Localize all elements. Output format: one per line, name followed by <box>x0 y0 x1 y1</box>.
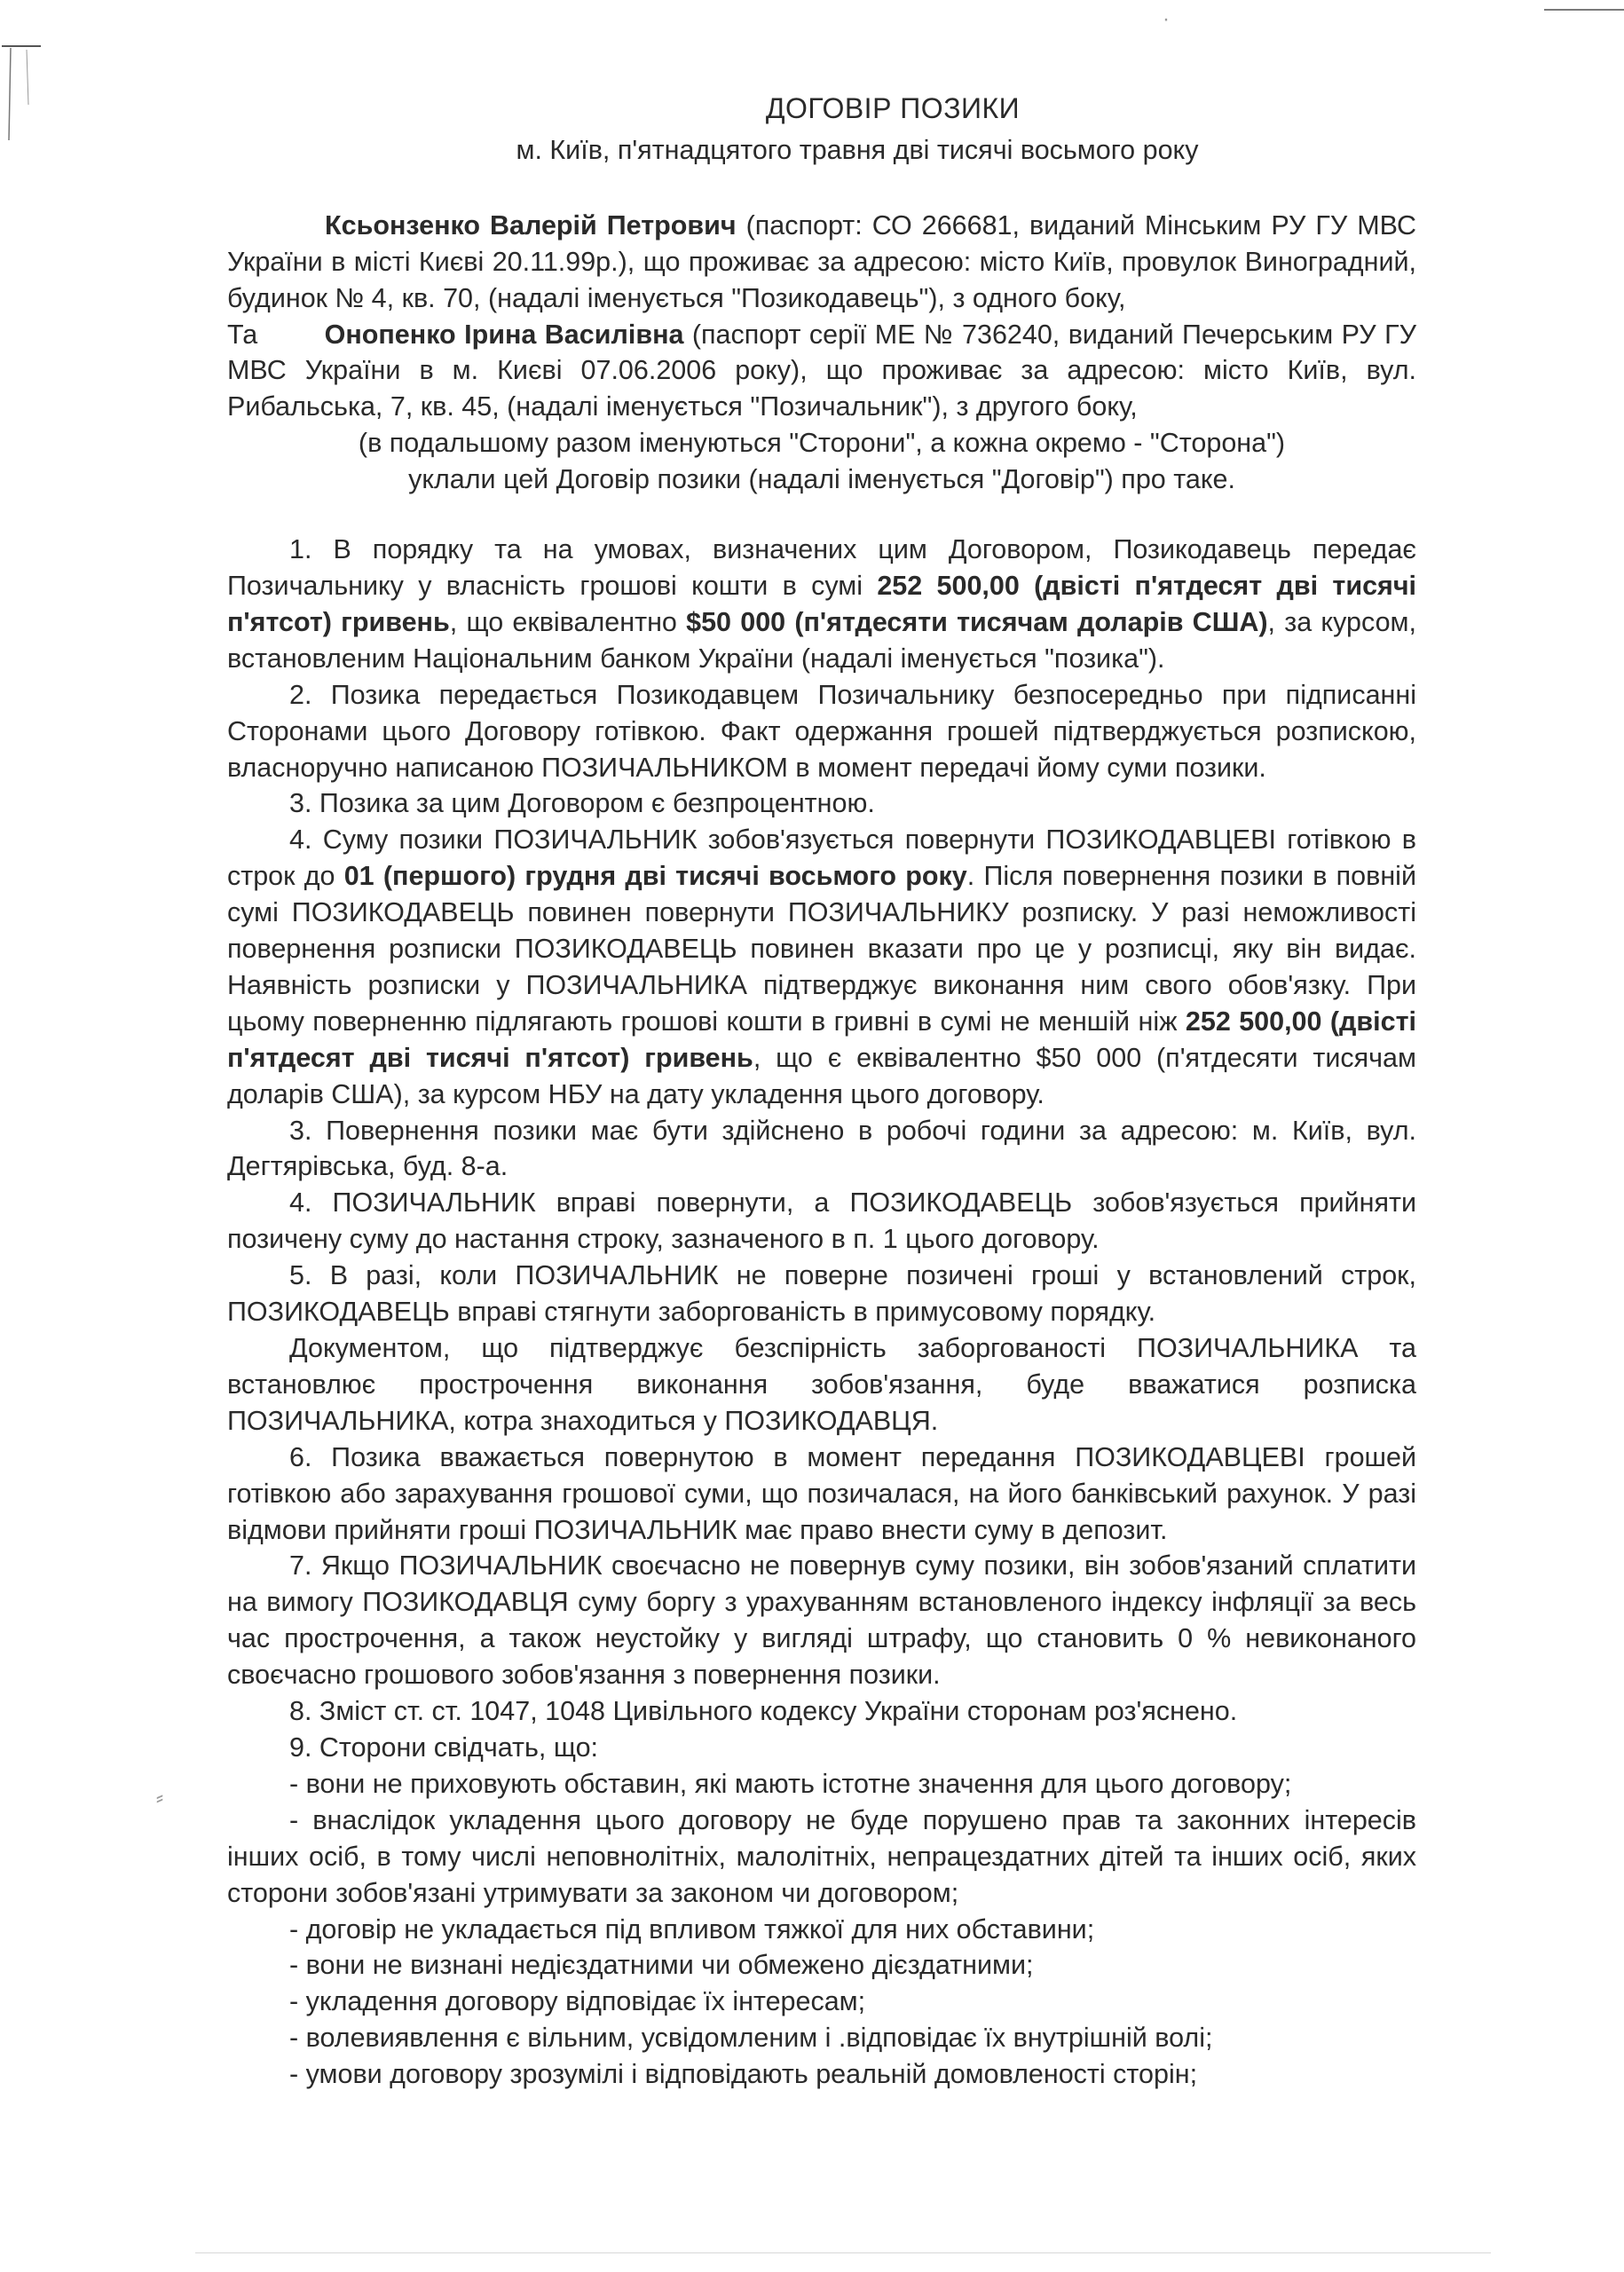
clause-2: 2. Позика передається Позикодавцем Позичальнику безпосередньо при підписанні Сторонами цього Договору готівкою. Факт одержання грошей підтверджується розпискою, власноручно написаною ПОЗИЧАЛЬНИКОМ в момент передачі йому суми позики. <box>227 679 1416 783</box>
list-item: - укладення договору відповідає їх інтересам; <box>289 1986 866 2017</box>
clause-1-usd: $50 000 (п'ятдесяти тисячам доларів США) <box>686 606 1268 637</box>
clause-1-text: 1. В порядку та на умовах, визначених цим Договором, Позикодавець передає Позичальнику у власність грошові кошти в сумі <box>227 534 1416 601</box>
borrower-prefix: Та <box>227 319 258 350</box>
clause-1-text-2: , що еквівалентно <box>449 606 687 637</box>
clause-1-text-3: , за курсом, встановленим Національним банком України (надалі іменується "позика"). <box>227 606 1416 674</box>
list-item: - волевиявлення є вільним, усвідомленим і .відповідає їх внутрішній волі; <box>289 2023 1213 2054</box>
clause-4-text-3: , що є еквівалентно $50 000 (п'ятдесяти тисячам доларів США), за курсом НБУ на дату укладення цього договору. <box>227 1042 1416 1109</box>
clause-default: 5. В разі, коли ПОЗИЧАЛЬНИК не поверне позичені гроші у встановлений строк, ПОЗИКОДАВЕЦЬ вправі стягнути заборгованість в примусовому порядку. <box>227 1260 1416 1328</box>
stray-pen-mark: ⸗ <box>156 1786 163 1810</box>
clause-3: 3. Позика за цим Договором є безпроцентною. <box>289 788 875 819</box>
clause-9: 9. Сторони свідчать, що: <box>289 1732 599 1763</box>
clause-1 <box>227 532 1416 677</box>
borrower-details: (паспорт серії МЕ № 736240, виданий Печерським РУ ГУ МВС України в м. Києві 07.06.2006 року), що проживає за адресою: місто Київ, вул. Рибальська, 7, кв. 45, (надалі іменується "Позичальник"), з другого боку, <box>227 319 1416 422</box>
clause-4-text-2: . Після повернення позики в повній сумі ПОЗИКОДАВЕЦЬ повинен повернути ПОЗИЧАЛЬНИКУ розписку. У разі неможливості повернення розписки ПОЗИКОДАВЕЦЬ повинен вказати про це у розписці, яку він видає. Наявність розписки у ПОЗИЧАЛЬНИКА підтверджує виконання ним свого обов'язку. При цьому поверненню підлягають грошові кошти в гривні в сумі не меншій ніж <box>227 861 1416 1037</box>
page-bottom-edge <box>195 2252 1491 2253</box>
clause-7: 7. Якщо ПОЗИЧАЛЬНИК своєчасно не повернув суму позики, він зобов'язаний сплатити на вимогу ПОЗИКОДАВЦЯ суму боргу з урахуванням встановленого індексу інфляції за весь час прострочення, а також неустойку у вигляді штрафу, що становить 0 % невиконаного своєчасно грошового зобов'язання з повернення позики. <box>227 1550 1416 1691</box>
party-borrower <box>227 317 1416 426</box>
list-item: - умови договору зрозумілі і відповідають реальній домовленості сторін; <box>289 2059 1198 2090</box>
list-item: - договір не укладається під впливом тяжкої для них обставини; <box>289 1913 1095 1945</box>
clause-4-deadline: 01 (першого) грудня дві тисячі восьмого року <box>343 861 967 892</box>
clause-4 <box>227 822 1416 1112</box>
document-place-date: м. Київ, п'ятнадцятого травня дві тисячі восьмого року <box>516 134 1199 165</box>
list-item: - вони не приховують обставин, які мають істотне значення для цього договору; <box>289 1768 1292 1799</box>
agreement-intro: уклали цей Договір позики (надалі іменується "Договір") про таке. <box>408 464 1235 495</box>
list-item: - вони не визнані недієздатними чи обмежено дієздатними; <box>289 1950 1034 1981</box>
margin-pencil-mark <box>0 43 46 149</box>
lender-name: Кcьонзенко Валерій Петрович <box>325 209 737 241</box>
clause-return-place: 3. Повернення позики має бути здійснено в робочі години за адресою: м. Київ, вул. Дегтярівська, буд. 8-а. <box>227 1115 1416 1182</box>
list-item: - внаслідок укладення цього договору не буде порушено прав та законних інтересів інших осіб, в тому числі неповнолітніх, малолітніх, непрацездатних дітей та інших осіб, яких сторони зобов'язані утримувати за законом чи договором; <box>227 1804 1416 1908</box>
document-title: ДОГОВІР ПОЗИКИ <box>765 92 1021 124</box>
party-lender <box>227 208 1416 317</box>
corner-scan-line <box>1544 9 1624 11</box>
lender-details: (паспорт: СО 266681, виданий Мінським РУ ГУ МВС України в місті Києві 20.11.99р.), що проживає за адресою: місто Київ, провулок Виноградний, будинок № 4, кв. 70, (надалі іменується "Позикодавець"), з одного боку, <box>227 209 1416 313</box>
clause-4-text: 4. Суму позики ПОЗИЧАЛЬНИК зобов'язується повернути ПОЗИКОДАВЦЕВІ готівкою в строк до <box>227 824 1416 892</box>
clause-early-return: 4. ПОЗИЧАЛЬНИК вправі повернути, а ПОЗИКОДАВЕЦЬ зобов'язується прийняти позичену суму до настання строку, зазначеного в п. 1 цього договору. <box>227 1187 1416 1255</box>
clause-evidence: Документом, що підтверджує безспірність заборгованості ПОЗИЧАЛЬНИКА та встановлює прострочення виконання зобов'язання, буде вважатися розписка ПОЗИЧАЛЬНИКА, котра знаходиться у ПОЗИКОДАВЦЯ. <box>227 1333 1416 1436</box>
clause-8: 8. Зміст ст. ст. 1047, 1048 Цивільного кодексу України сторонам роз'яснено. <box>289 1696 1238 1727</box>
borrower-name: Онопенко Ірина Василівна <box>324 319 684 350</box>
parties-together: (в подальшому разом іменуються "Сторони", а кожна окремо - "Сторона") <box>358 428 1286 459</box>
clause-6: 6. Позика вважається повернутою в момент передання ПОЗИКОДАВЦЕВІ грошей готівкою або зарахування грошової суми, що позичалася, на його банківський рахунок. У разі відмови прийняти гроші ПОЗИЧАЛЬНИК має право внести суму в депозит. <box>227 1441 1416 1545</box>
clause-4-amount: 252 500,00 (двісті п'ятдесят дві тисячі п'ятсот) гривень <box>227 1006 1416 1073</box>
document-body <box>227 91 1416 2093</box>
clause-1-amount: 252 500,00 (двісті п'ятдесят дві тисячі п'ятсот) гривень <box>227 570 1417 637</box>
stray-dot: · <box>1163 7 1170 31</box>
